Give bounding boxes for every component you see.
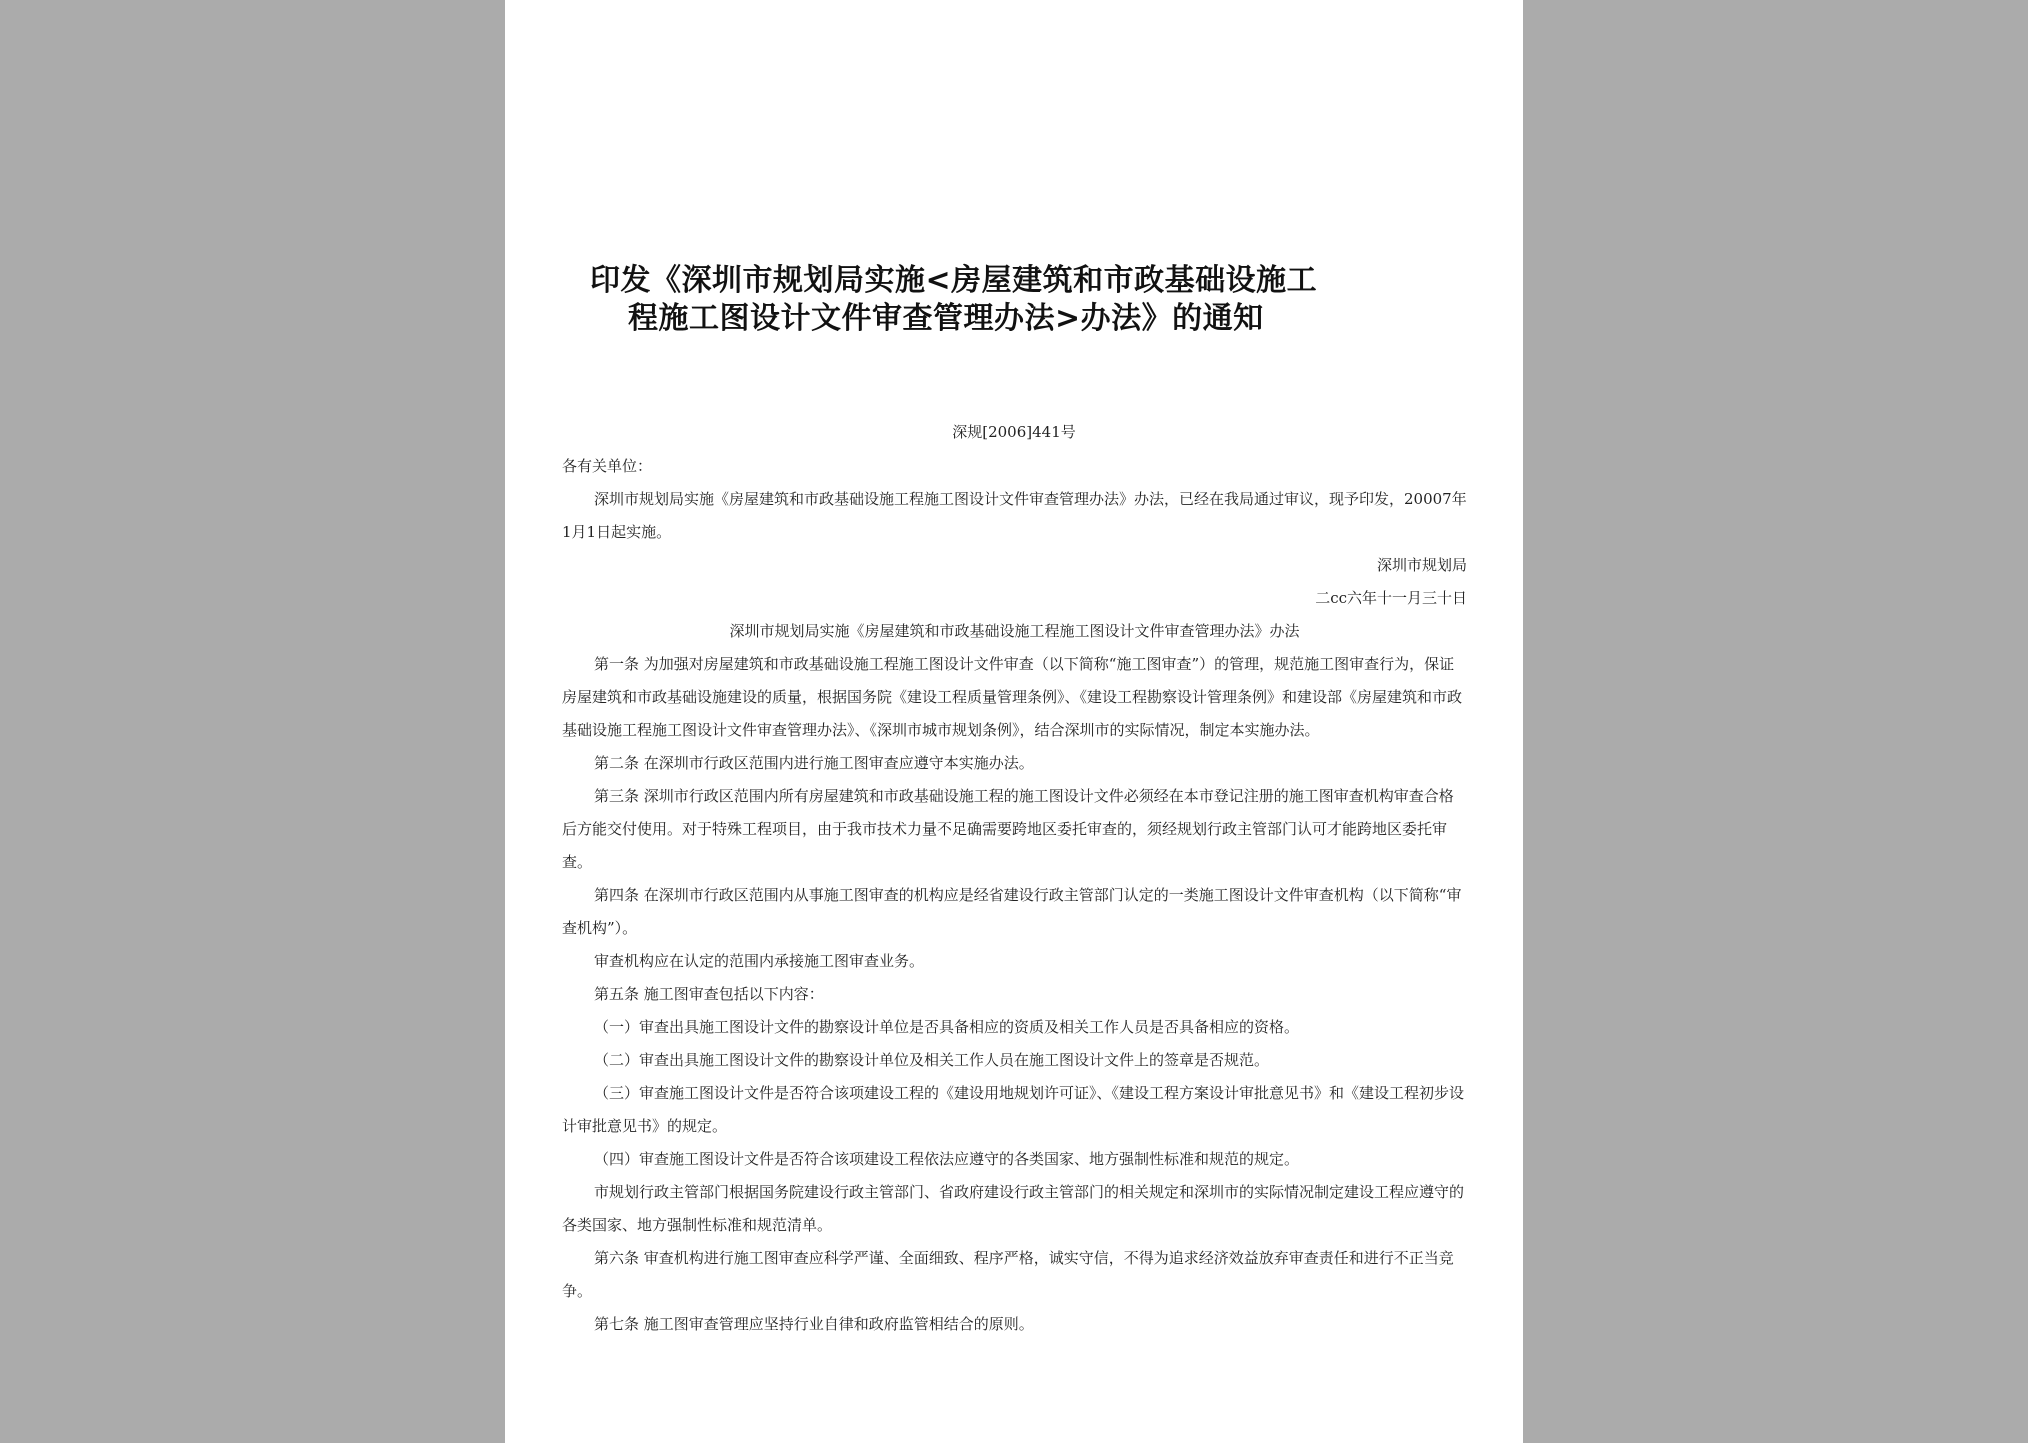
article-paragraph: 市规划行政主管部门根据国务院建设行政主管部门、省政府建设行政主管部门的相关规定和深圳市的实际情况制定建设工程应遵守的各类国家、地方强制性标准和规范清单。 [562,1183,1465,1234]
article-paragraph: （三）审查施工图设计文件是否符合该项建设工程的《建设用地规划许可证》、《建设工程方案设计审批意见书》和《建设工程初步设计审批意见书》的规定。 [562,1084,1465,1135]
title-line-1: 印发《深圳市规划局实施<房屋建筑和市政基础设施工 [590,263,1318,298]
document-page [505,0,1523,1443]
article-paragraph: 第五条 施工图审查包括以下内容： [594,985,824,1003]
article-paragraph: 第七条 施工图审查管理应坚持行业自律和政府监管相结合的原则。 [594,1315,1034,1333]
document-number: 深规[2006]441号 [952,423,1076,441]
article-paragraph: 第三条 深圳市行政区范围内所有房屋建筑和市政基础设施工程的施工图设计文件必须经在本市登记注册的施工图审查机构审查合格后方能交付使用。对于特殊工程项目，由于我市技术力量不足确需要跨地区委托审查的，须经规划行政主管部门认可才能跨地区委托审查。 [562,787,1454,871]
document-title [590,262,1470,338]
article-paragraph: （二）审查出具施工图设计文件的勘察设计单位及相关工作人员在施工图设计文件上的签章是否规范。 [594,1051,1270,1069]
article-paragraph: （一）审查出具施工图设计文件的勘察设计单位是否具备相应的资质及相关工作人员是否具备相应的资格。 [594,1018,1300,1036]
article-paragraph: （四）审查施工图设计文件是否符合该项建设工程依法应遵守的各类国家、地方强制性标准和规范的规定。 [594,1150,1300,1168]
article-paragraph: 第一条 为加强对房屋建筑和市政基础设施工程施工图设计文件审查（以下简称“施工图审查”）的管理，规范施工图审查行为，保证房屋建筑和市政基础设施建设的质量，根据国务院《建设工程质量管理条例》、《建设工程勘察设计管理条例》和建设部《房屋建筑和市政基础设施工程施工图设计文件审查管理办法》、《深圳市城市规划条例》，结合深圳市的实际情况，制定本实施办法。 [562,655,1463,739]
intro-paragraph: 深圳市规划局实施《房屋建筑和市政基础设施工程施工图设计文件审查管理办法》办法，已经在我局通过审议，现予印发，20007年1月1日起实施。 [562,490,1467,541]
regulation-subtitle: 深圳市规划局实施《房屋建筑和市政基础设施工程施工图设计文件审查管理办法》办法 [729,622,1300,640]
issuer: 深圳市规划局 [1376,556,1467,574]
title-line-2: 程施工图设计文件审查管理办法>办法》的通知 [628,301,1264,336]
article-paragraph: 审查机构应在认定的范围内承接施工图审查业务。 [594,952,925,970]
document-body [562,450,1467,1341]
article-paragraph: 第四条 在深圳市行政区范围内从事施工图审查的机构应是经省建设行政主管部门认定的一类施工图设计文件审查机构（以下简称“审查机构”）。 [562,886,1462,937]
article-paragraph: 第二条 在深圳市行政区范围内进行施工图审查应遵守本实施办法。 [594,754,1034,772]
article-paragraph: 第六条 审查机构进行施工图审查应科学严谨、全面细致、程序严格，诚实守信，不得为追求经济效益放弃审查责任和进行不正当竞争。 [562,1249,1454,1300]
issue-date: 二cc六年十一月三十日 [1315,589,1467,607]
salutation: 各有关单位： [562,457,653,475]
